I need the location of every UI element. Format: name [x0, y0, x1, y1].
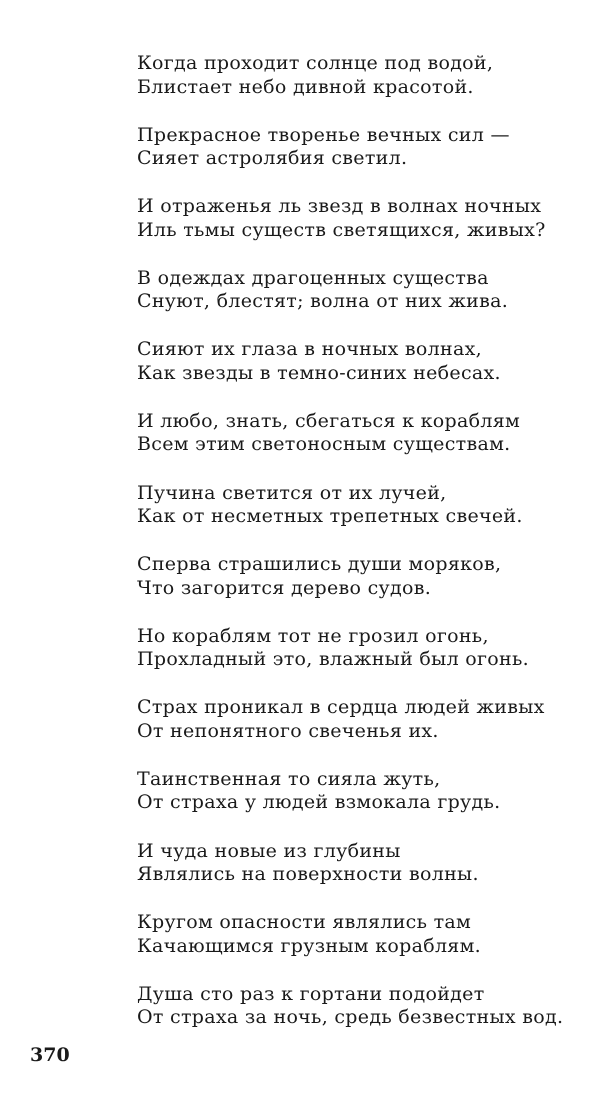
stanza: [137, 696, 587, 743]
stanza: [137, 625, 587, 672]
stanza: [137, 52, 587, 99]
poem-line: В одеждах драгоценных существа: [137, 266, 489, 289]
page-number: 370: [30, 1044, 70, 1066]
stanza: [137, 124, 587, 171]
poem-line: Всем этим светоносным существам.: [137, 433, 511, 456]
poem-line: Душа сто раз к гортани подойдет: [137, 982, 485, 1005]
poem-line: Иль тьмы существ светящихся, живых?: [137, 218, 546, 241]
poem-line: Сияет астролябия светил.: [137, 147, 408, 170]
poem-line: Когда проходит солнце под водой,: [137, 52, 494, 74]
poem-line: И чуда новые из глубины: [137, 839, 401, 862]
poem-line: Прохладный это, влажный был огонь.: [137, 648, 529, 671]
poem-line: Сперва страшились души моряков,: [137, 553, 502, 576]
poem-line: Как звезды в темно-синих небесах.: [137, 361, 501, 384]
poem-line: И отраженья ль звезд в волнах ночных: [137, 195, 542, 218]
poem-line: Являлись на поверхности волны.: [137, 863, 479, 886]
stanza: [137, 840, 587, 887]
poem-line: Качающимся грузным кораблям.: [137, 934, 482, 957]
poem-line: Блистает небо дивной красотой.: [137, 75, 474, 98]
stanza: [137, 983, 587, 1030]
poem-line: Что загорится дерево судов.: [137, 576, 432, 599]
poem-text: [137, 52, 587, 1054]
poem-line: От непонятного свеченья их.: [137, 719, 439, 742]
poem-line: Сияют их глаза в ночных волнах,: [137, 338, 482, 361]
poem-line: Таинственная то сияла жуть,: [137, 767, 441, 790]
stanza: [137, 267, 587, 314]
poem-line: Кругом опасности являлись там: [137, 911, 472, 934]
poem-line: Снуют, блестят; волна от них жива.: [137, 290, 509, 313]
poem-line: Пучина светится от их лучей,: [137, 481, 447, 504]
poem-line: Как от несметных трепетных свечей.: [137, 505, 523, 528]
stanza: [137, 482, 587, 529]
stanza: [137, 338, 587, 385]
stanza: [137, 768, 587, 815]
poem-line: Страх проникал в сердца людей живых: [137, 696, 545, 719]
poem-line: Но кораблям тот не грозил огонь,: [137, 624, 489, 647]
poem-line: Прекрасное творенье вечных сил —: [137, 123, 510, 146]
poem-line: От страха у людей взмокала грудь.: [137, 791, 501, 814]
stanza: [137, 195, 587, 242]
stanza: [137, 410, 587, 457]
stanza: [137, 911, 587, 958]
poem-line: И любо, знать, сбегаться к кораблям: [137, 409, 521, 432]
stanza: [137, 553, 587, 600]
poem-line: От страха за ночь, средь безвестных вод.: [137, 1006, 564, 1029]
